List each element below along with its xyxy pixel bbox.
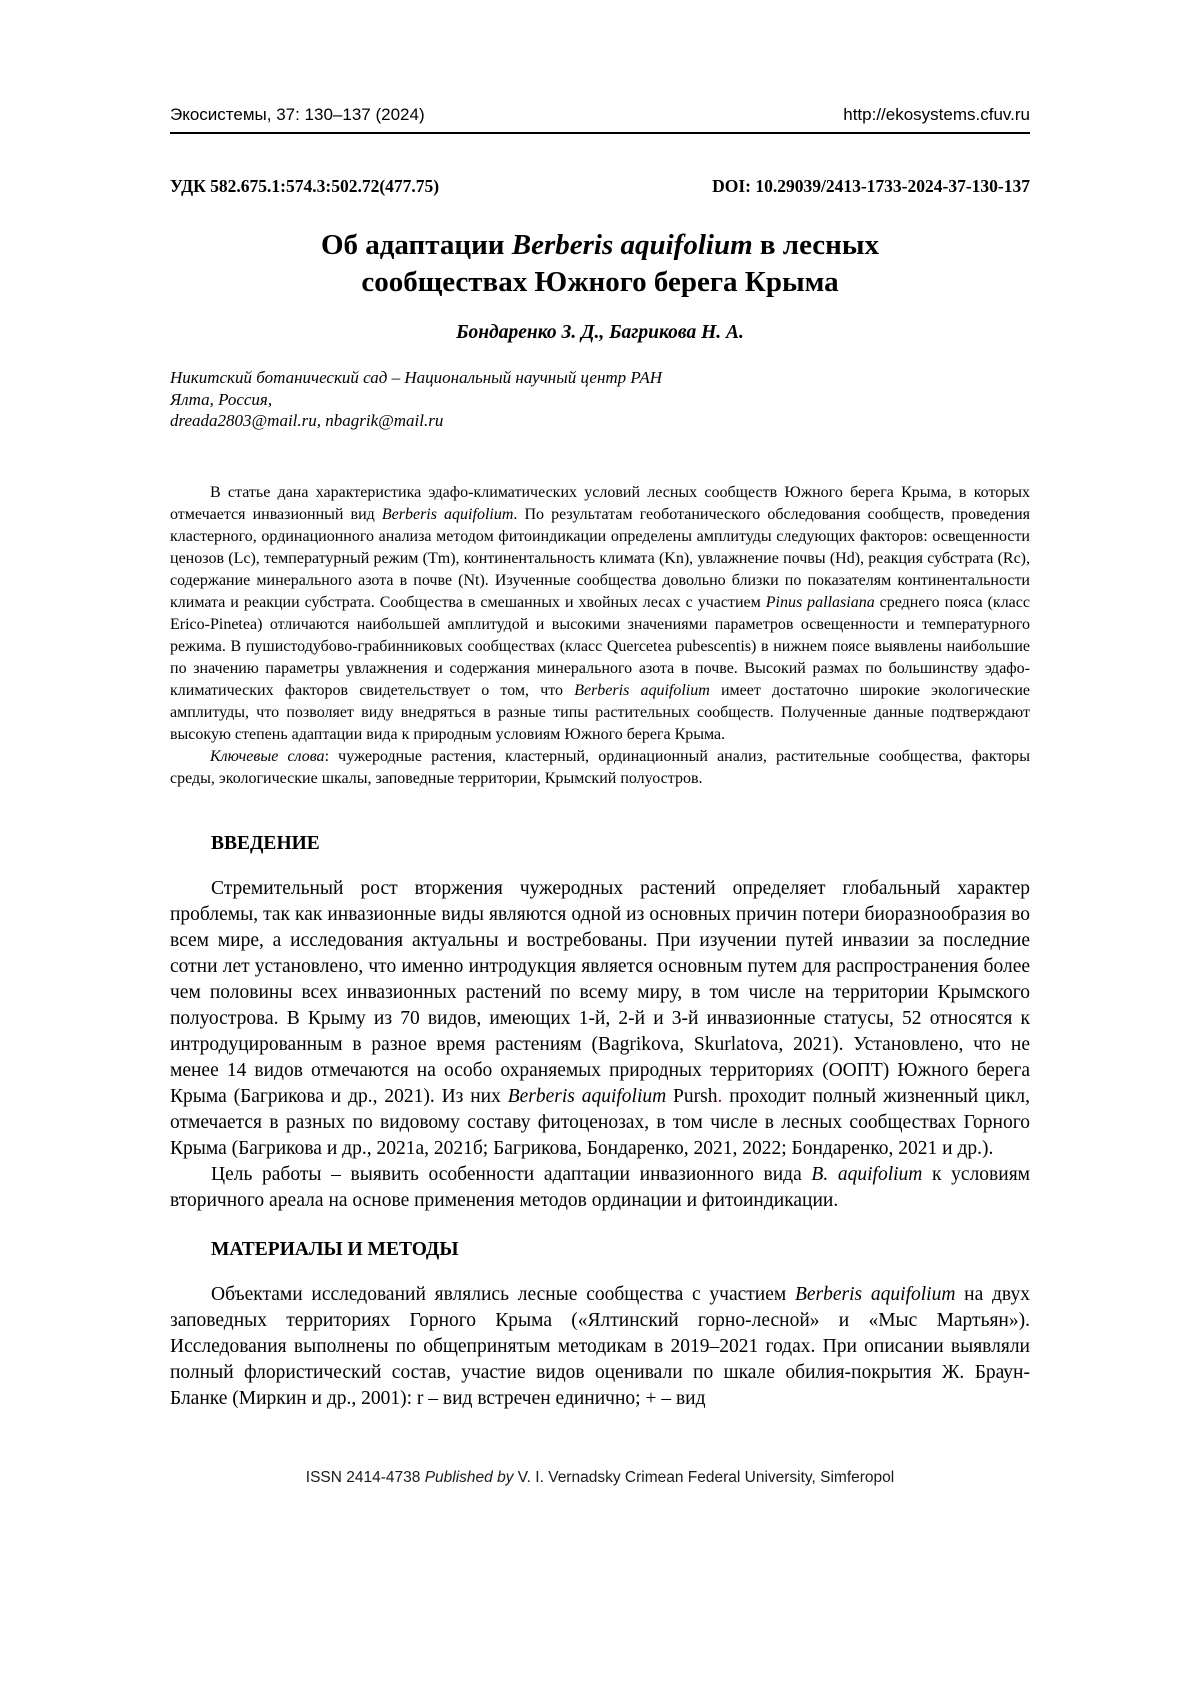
page-footer bbox=[170, 1468, 1030, 1487]
journal-citation: Экосистемы, 37: 130–137 (2024) bbox=[170, 105, 425, 124]
keywords-text bbox=[170, 746, 1030, 790]
text-segment: Стремительный рост вторжения чужеродных растений определяет глобальный характер проблемы, так как инвазионные виды являются одной из основных причин потери биоразнообразия во всем мире, а исследования актуальны и востребованы. При изучении путей инвазии за последние сотни лет установлено, что именно интродукция является основным путем для распространения более чем половины всех инвазионных растений по всему миру, в том числе на территории Крымского полуострова. В Крыму из 70 видов, имеющих 1-й, 2-й и 3-й инвазионные статусы, 52 относятся к интродуцированным в разное время растениям (Bagrikova, Skurlatova, 2021). Установлено, что не менее 14 видов отмечаются на особо охраняемых природных территориях (ООПТ) Южного берега Крыма (Багрикова и др., 2021). Из них bbox=[170, 877, 1030, 1107]
italic-text: Berberis aquifolium bbox=[507, 1085, 667, 1107]
section-body-materials-methods bbox=[170, 1282, 1030, 1412]
text-segment: сообществах Южного берега Крыма bbox=[361, 266, 839, 298]
section-body-introduction bbox=[170, 876, 1030, 1214]
italic-text: Berberis aquifolium bbox=[381, 505, 514, 523]
paragraph bbox=[170, 1282, 1030, 1412]
text-segment: проходит полный жизненный цикл, отмечается в разных по видовому составу фитоценозах, в том числе в лесных сообществах Горного Крыма (Багрикова и др., 2021а, 2021б; Багрикова, Бондаренко, 2021, 2022; Бондаренко, 2021 и др.). bbox=[170, 1085, 1030, 1159]
text-segment: на двух заповедных территориях Горного Крыма («Ялтинский горно-лесной» и «Мыс Мартьян»). Исследования выполнены по общепринятым методикам в 2019–2021 годах. При описании выявляли полный флористический состав, участие видов оценивали по шкале обилия-покрытия Ж. Браун-Бланке (Миркин и др., 2001): r – вид встречен единично; + – вид bbox=[170, 1283, 1030, 1409]
text-segment: ISSN 2414-4738 bbox=[305, 1468, 425, 1486]
italic-text: Berberis aquifolium bbox=[794, 1283, 956, 1305]
text-segment: имеет достаточно широкие экологические амплитуды, что позволяет виду внедряться в разные типы растительных сообществ. Полученные данные подтверждают высокую степень адаптации вида к природным условиям Южного берега Крыма. bbox=[170, 681, 1030, 743]
affiliation-block bbox=[170, 367, 1030, 432]
text-segment: . По результатам геоботанического обследования сообществ, проведения кластерного, ординационного анализа методом фитоиндикации определены амплитуды следующих факторов: освещенности ценозов (Lc), температурный режим (Tm), континентальность климата (Kn), увлажнение почвы (Hd), реакция субстрата (Rc), содержание минерального азота в почве (Nt). Изученные сообщества довольно близки по показателям континентальности климата и реакции субстрата. Сообщества в смешанных и хвойных лесах с участием bbox=[170, 505, 1031, 611]
journal-header bbox=[170, 104, 1030, 134]
text-segment: Pursh bbox=[666, 1085, 718, 1107]
text-segment: Об адаптации bbox=[320, 229, 512, 261]
affiliation-emails[interactable]: dreada2803@mail.ru, nbagrik@mail.ru bbox=[170, 411, 444, 430]
text-segment: к условиям вторичного ареала на основе применения методов ординации и фитоиндикации. bbox=[170, 1163, 1030, 1211]
section-introduction bbox=[170, 832, 1030, 1214]
italic-text: Pinus pallasiana bbox=[765, 593, 875, 611]
text-segment: В статье дана характеристика эдафо-климатических условий лесных сообществ Южного берега Крыма, в которых отмечается инвазионный вид bbox=[170, 483, 1030, 523]
italic-text: B. aquifolium bbox=[811, 1163, 923, 1185]
italic-text: Published by bbox=[424, 1468, 514, 1486]
article-title bbox=[170, 227, 1030, 301]
udc-code: УДК 582.675.1:574.3:502.72(477.75) bbox=[170, 176, 440, 196]
text-segment: Объектами исследований являлись лесные сообщества с участием bbox=[211, 1283, 795, 1305]
italic-text: Ключевые слова bbox=[210, 747, 325, 765]
paragraph bbox=[170, 876, 1030, 1162]
text-segment: среднего пояса (класс Erico-Pinetea) отличаются наибольшей амплитудой и высокими значениями параметров освещенности и температурного режима. В пушистодубово-грабинниковых сообществах (класс Quercetea pubescentis) в нижнем поясе выявлены наибольшие по значению параметры увлажнения и содержания минерального азота в почве. Высокий размах по большинству эдафо-климатических факторов свидетельствует о том, что bbox=[170, 593, 1030, 699]
italic-text: Berberis aquifolium bbox=[511, 229, 753, 261]
abstract-block bbox=[170, 482, 1030, 790]
abstract-text bbox=[170, 482, 1030, 746]
text-segment: в лесных bbox=[752, 229, 880, 261]
doi-code: DOI: 10.29039/2413-1733-2024-37-130-137 bbox=[712, 176, 1030, 196]
italic-text: Berberis aquifolium bbox=[574, 681, 710, 699]
section-heading-introduction: ВВЕДЕНИЕ bbox=[211, 832, 320, 854]
meta-row bbox=[170, 176, 1030, 197]
affiliation-city: Ялта, Россия, bbox=[170, 389, 273, 409]
paragraph bbox=[170, 1162, 1030, 1214]
section-materials-methods bbox=[170, 1238, 1030, 1412]
journal-url-link[interactable]: http://ekosystems.cfuv.ru bbox=[843, 105, 1030, 124]
affiliation-institution: Никитский ботанический сад – Национальный научный центр РАН bbox=[170, 368, 662, 387]
text-segment: Цель работы – выявить особенности адаптации инвазионного вида bbox=[211, 1163, 812, 1185]
article-authors: Бондаренко З. Д., Багрикова Н. А. bbox=[456, 322, 744, 343]
text-segment: : чужеродные растения, кластерный, ординационный анализ, растительные сообщества, факторы среды, экологические шкалы, заповедные территории, Крымский полуостров. bbox=[170, 747, 1031, 787]
section-heading-materials-methods: МАТЕРИАЛЫ И МЕТОДЫ bbox=[211, 1238, 459, 1260]
red-text: . bbox=[717, 1085, 723, 1107]
text-segment: V. I. Vernadsky Crimean Federal University, Simferopol bbox=[513, 1468, 895, 1486]
